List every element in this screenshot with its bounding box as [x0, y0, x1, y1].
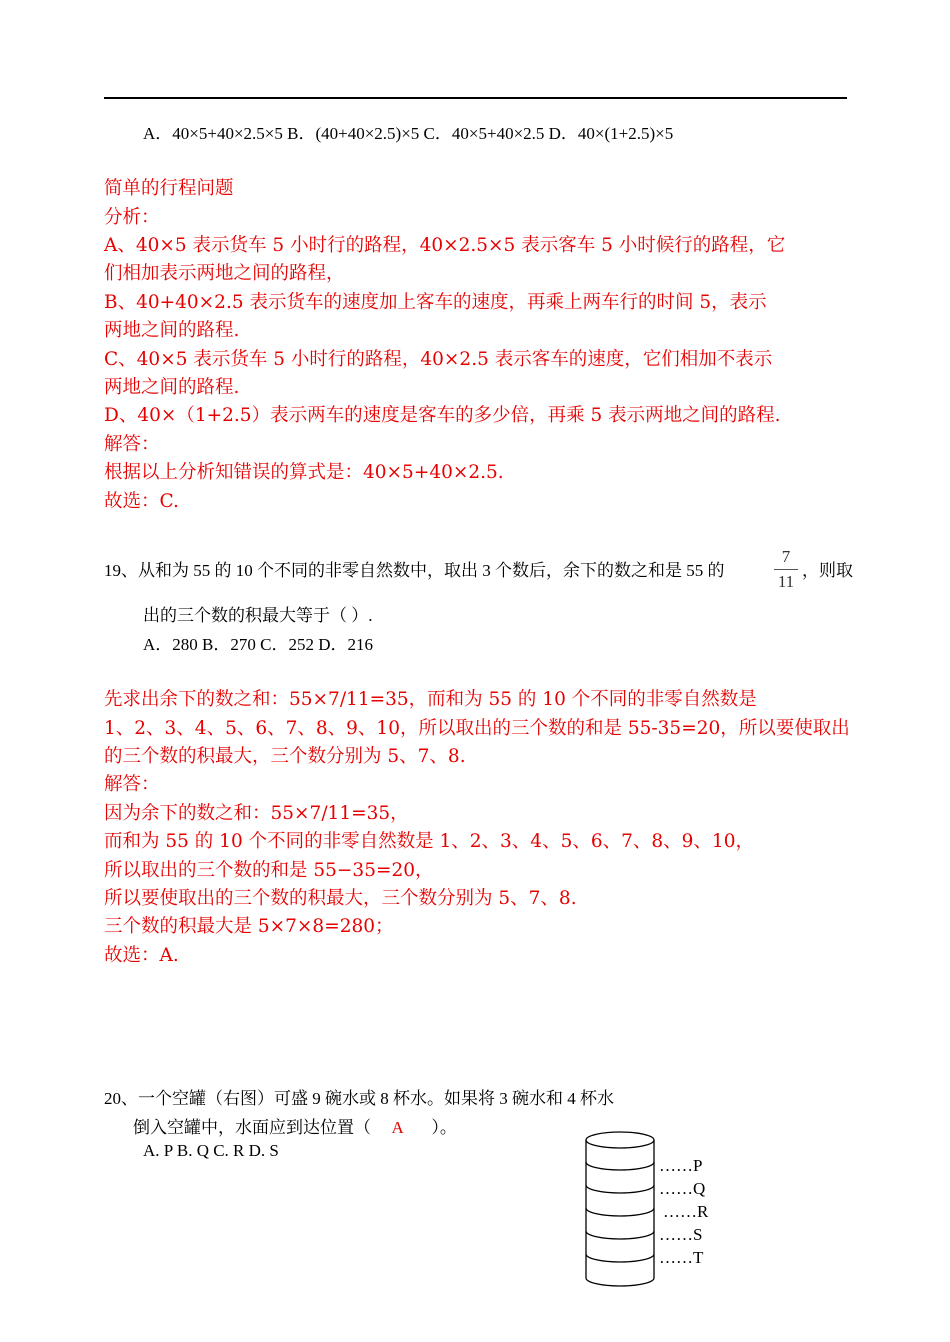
a19-choice: 故选：A.: [104, 945, 179, 966]
a18-line-4: 两地之间的路程.: [104, 320, 240, 341]
header-rule: [104, 97, 847, 99]
level-label-t: ……T: [659, 1248, 704, 1267]
q19-options: A．280 B．270 C．252 D．216: [143, 635, 373, 654]
a19-line-3: 的三个数的积最大，三个数分别为 5、7、8.: [104, 746, 466, 767]
a19-step-3: 所以取出的三个数的和是 55−35=20，: [104, 860, 434, 881]
q19-line-1: 19、从和为 55 的 10 个不同的非零自然数中，取出 3 个数后，余下的数之和是 55 的: [104, 561, 725, 580]
q20-options: A. P B. Q C. R D. S: [143, 1141, 279, 1160]
q19-line-1-tail: ，则取: [802, 561, 853, 580]
a18-line-5: C、40×5 表示货车 5 小时行的路程，40×2.5 表示客车的速度，它们相加不表示: [104, 349, 773, 370]
tank-ring-1: [586, 1162, 654, 1170]
a19-answer-label: 解答：: [104, 774, 160, 795]
fraction-denominator: 11: [777, 572, 795, 591]
fraction-numerator: 7: [781, 547, 791, 566]
tank-diagram: [580, 1128, 660, 1292]
a18-line-1: A、40×5 表示货车 5 小时行的路程，40×2.5×5 表示客车 5 小时候行的路程，它: [104, 235, 786, 256]
tank-top-rim: [586, 1132, 654, 1148]
tank-ring-5: [586, 1254, 654, 1262]
level-label-s: ……S: [659, 1225, 703, 1244]
q20-answer: A: [391, 1118, 403, 1137]
level-label-q: ……Q: [659, 1179, 706, 1198]
a18-line-6: 两地之间的路程.: [104, 377, 240, 398]
a18-answer-label: 解答：: [104, 434, 160, 455]
level-label-p: ……P: [659, 1156, 703, 1175]
q20-line-2-pre: 倒入空罐中，水面应到达位置（: [133, 1118, 371, 1137]
a19-step-4: 所以要使取出的三个数的积最大，三个数分别为 5、7、8.: [104, 888, 577, 909]
a18-answer-line: 根据以上分析知错误的算式是：40×5+40×2.5.: [104, 462, 504, 483]
level-label-r: ……R: [663, 1202, 709, 1221]
tank-ring-3: [586, 1208, 654, 1216]
a18-line-7: D、40×（1+2.5）表示两车的速度是客车的多少倍，再乘 5 表示两地之间的路程.: [104, 405, 781, 426]
a18-analysis-label: 分析：: [104, 207, 160, 228]
a19-step-2: 而和为 55 的 10 个不同的非零自然数是 1、2、3、4、5、6、7、8、9、10，: [104, 831, 754, 852]
a18-line-2: 们相加表示两地之间的路程，: [104, 263, 345, 284]
q20-line-1: 20、一个空罐（右图）可盛 9 碗水或 8 杯水。如果将 3 碗水和 4 杯水: [104, 1089, 614, 1108]
q18-options: A．40×5+40×2.5×5 B．(40+40×2.5)×5 C．40×5+40×2.5 D．40×(1+2.5)×5: [143, 124, 674, 143]
tank-bottom: [586, 1278, 654, 1286]
a18-topic: 简单的行程问题: [104, 178, 234, 199]
q19-line-2: 出的三个数的积最大等于（ ）.: [143, 606, 373, 625]
a19-line-2: 1、2、3、4、5、6、7、8、9、10，所以取出的三个数的和是 55-35=20，所以要使取出: [104, 718, 850, 739]
a19-line-1: 先求出余下的数之和：55×7/11=35，而和为 55 的 10 个不同的非零自然数是: [104, 689, 757, 710]
a18-line-3: B、40+40×2.5 表示货车的速度加上客车的速度，再乘上两车行的时间 5，表示: [104, 292, 767, 313]
tank-ring-2: [586, 1185, 654, 1193]
q19-fraction: [772, 547, 800, 592]
tank-ring-4: [586, 1231, 654, 1239]
fraction-bar: [774, 569, 798, 570]
q20-line-2: [133, 1113, 457, 1138]
a18-choice: 故选：C.: [104, 491, 179, 512]
a19-step-5: 三个数的积最大是 5×7×8=280；: [104, 916, 394, 937]
a19-step-1: 因为余下的数之和：55×7/11=35，: [104, 803, 409, 824]
q20-line-2-post: ）。: [431, 1118, 457, 1137]
